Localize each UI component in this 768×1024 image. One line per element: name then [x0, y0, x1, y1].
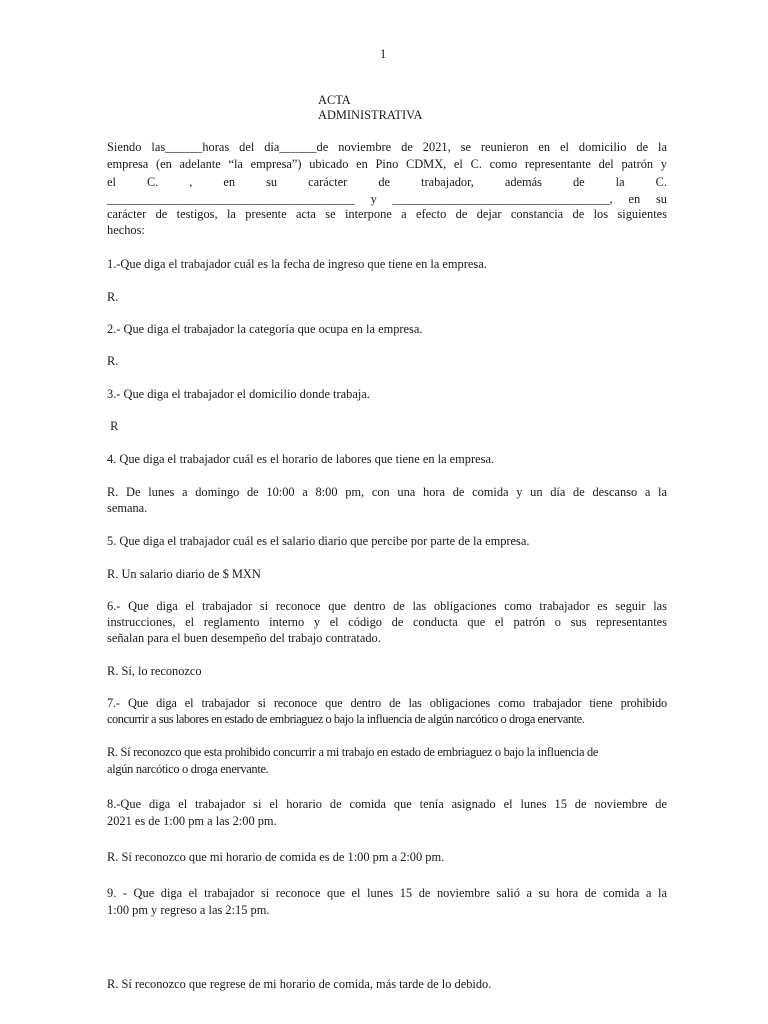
question-7-line2: concurrir a sus labores en estado de embriaguez o bajo la influencia de algún narcótico o droga enervante.	[107, 712, 585, 726]
answer-9: R. Sí reconozco que regrese de mi horario de comida, más tarde de lo debido.	[107, 977, 492, 991]
question-1: 1.-Que diga el trabajador cuál es la fecha de ingreso que tiene en la empresa.	[107, 257, 487, 271]
answer-1: R.	[107, 290, 119, 304]
question-9-line1: 9. - Que diga el trabajador si reconoce que el lunes 15 de noviembre salió a su hora de comida a la	[107, 886, 667, 900]
question-2: 2.- Que diga el trabajador la categoría que ocupa en la empresa.	[107, 322, 423, 336]
answer-3: R	[107, 419, 119, 433]
question-5: 5. Que diga el trabajador cuál es el salario diario que percibe por parte de la empresa.	[107, 534, 530, 548]
question-4: 4. Que diga el trabajador cuál es el horario de labores que tiene en la empresa.	[107, 452, 495, 466]
question-6-line2: instrucciones, el reglamento interno y el código de conducta que el patrón o sus representantes	[107, 615, 667, 629]
answer-6: R. Sí, lo reconozco	[107, 664, 202, 678]
intro-line: empresa (en adelante “la empresa”) ubicado en Pino CDMX, el C. como representante del patrón y	[107, 157, 667, 171]
question-8-line1: 8.-Que diga el trabajador si el horario de comida que tenía asignado el lunes 15 de noviembre de	[107, 797, 667, 811]
answer-2: R.	[107, 354, 119, 368]
answer-8: R. Sí reconozco que mi horario de comida es de 1:00 pm a 2:00 pm.	[107, 850, 445, 864]
intro-line: carácter de testigos, la presente acta se interpone a efecto de dejar constancia de los siguientes	[107, 207, 667, 221]
answer-4-line1: R. De lunes a domingo de 10:00 a 8:00 pm, con una hora de comida y un día de descanso a la	[107, 485, 667, 499]
answer-7-line1: R. Sí reconozco que esta prohibido concurrir a mi trabajo en estado de embriaguez o bajo la influencia de	[107, 745, 599, 759]
question-7-line1: 7.- Que diga el trabajador si reconoce que dentro de las obligaciones como trabajador tiene prohibido	[107, 696, 667, 710]
question-9-line2: 1:00 pm y regreso a las 2:15 pm.	[107, 903, 270, 917]
question-6-line3: señalan para el buen desempeño del trabajo contratado.	[107, 631, 381, 645]
question-3: 3.- Que diga el trabajador el domicilio donde trabaja.	[107, 387, 370, 401]
document-title-line1: ACTA	[318, 93, 351, 107]
answer-5: R. Un salario diario de $ MXN	[107, 567, 261, 581]
intro-line: hechos:	[107, 223, 145, 237]
document-title-line2: ADMINISTRATIVA	[318, 108, 423, 122]
answer-7-line2: algún narcótico o droga enervante.	[107, 762, 269, 776]
intro-line: ________________________________________ y ___________________________________, en su	[107, 192, 667, 206]
question-6-line1: 6.- Que diga el trabajador si reconoce que dentro de las obligaciones como trabajador es seguir las	[107, 599, 667, 613]
intro-line: Siendo las______horas del día______de noviembre de 2021, se reunieron en el domicilio de la	[107, 140, 667, 154]
question-8-line2: 2021 es de 1:00 pm a las 2:00 pm.	[107, 814, 277, 828]
page-number: 1	[380, 47, 387, 61]
intro-line: el C. , en su carácter de trabajador, además de la C.	[107, 175, 667, 189]
answer-4-line2: semana.	[107, 501, 148, 515]
